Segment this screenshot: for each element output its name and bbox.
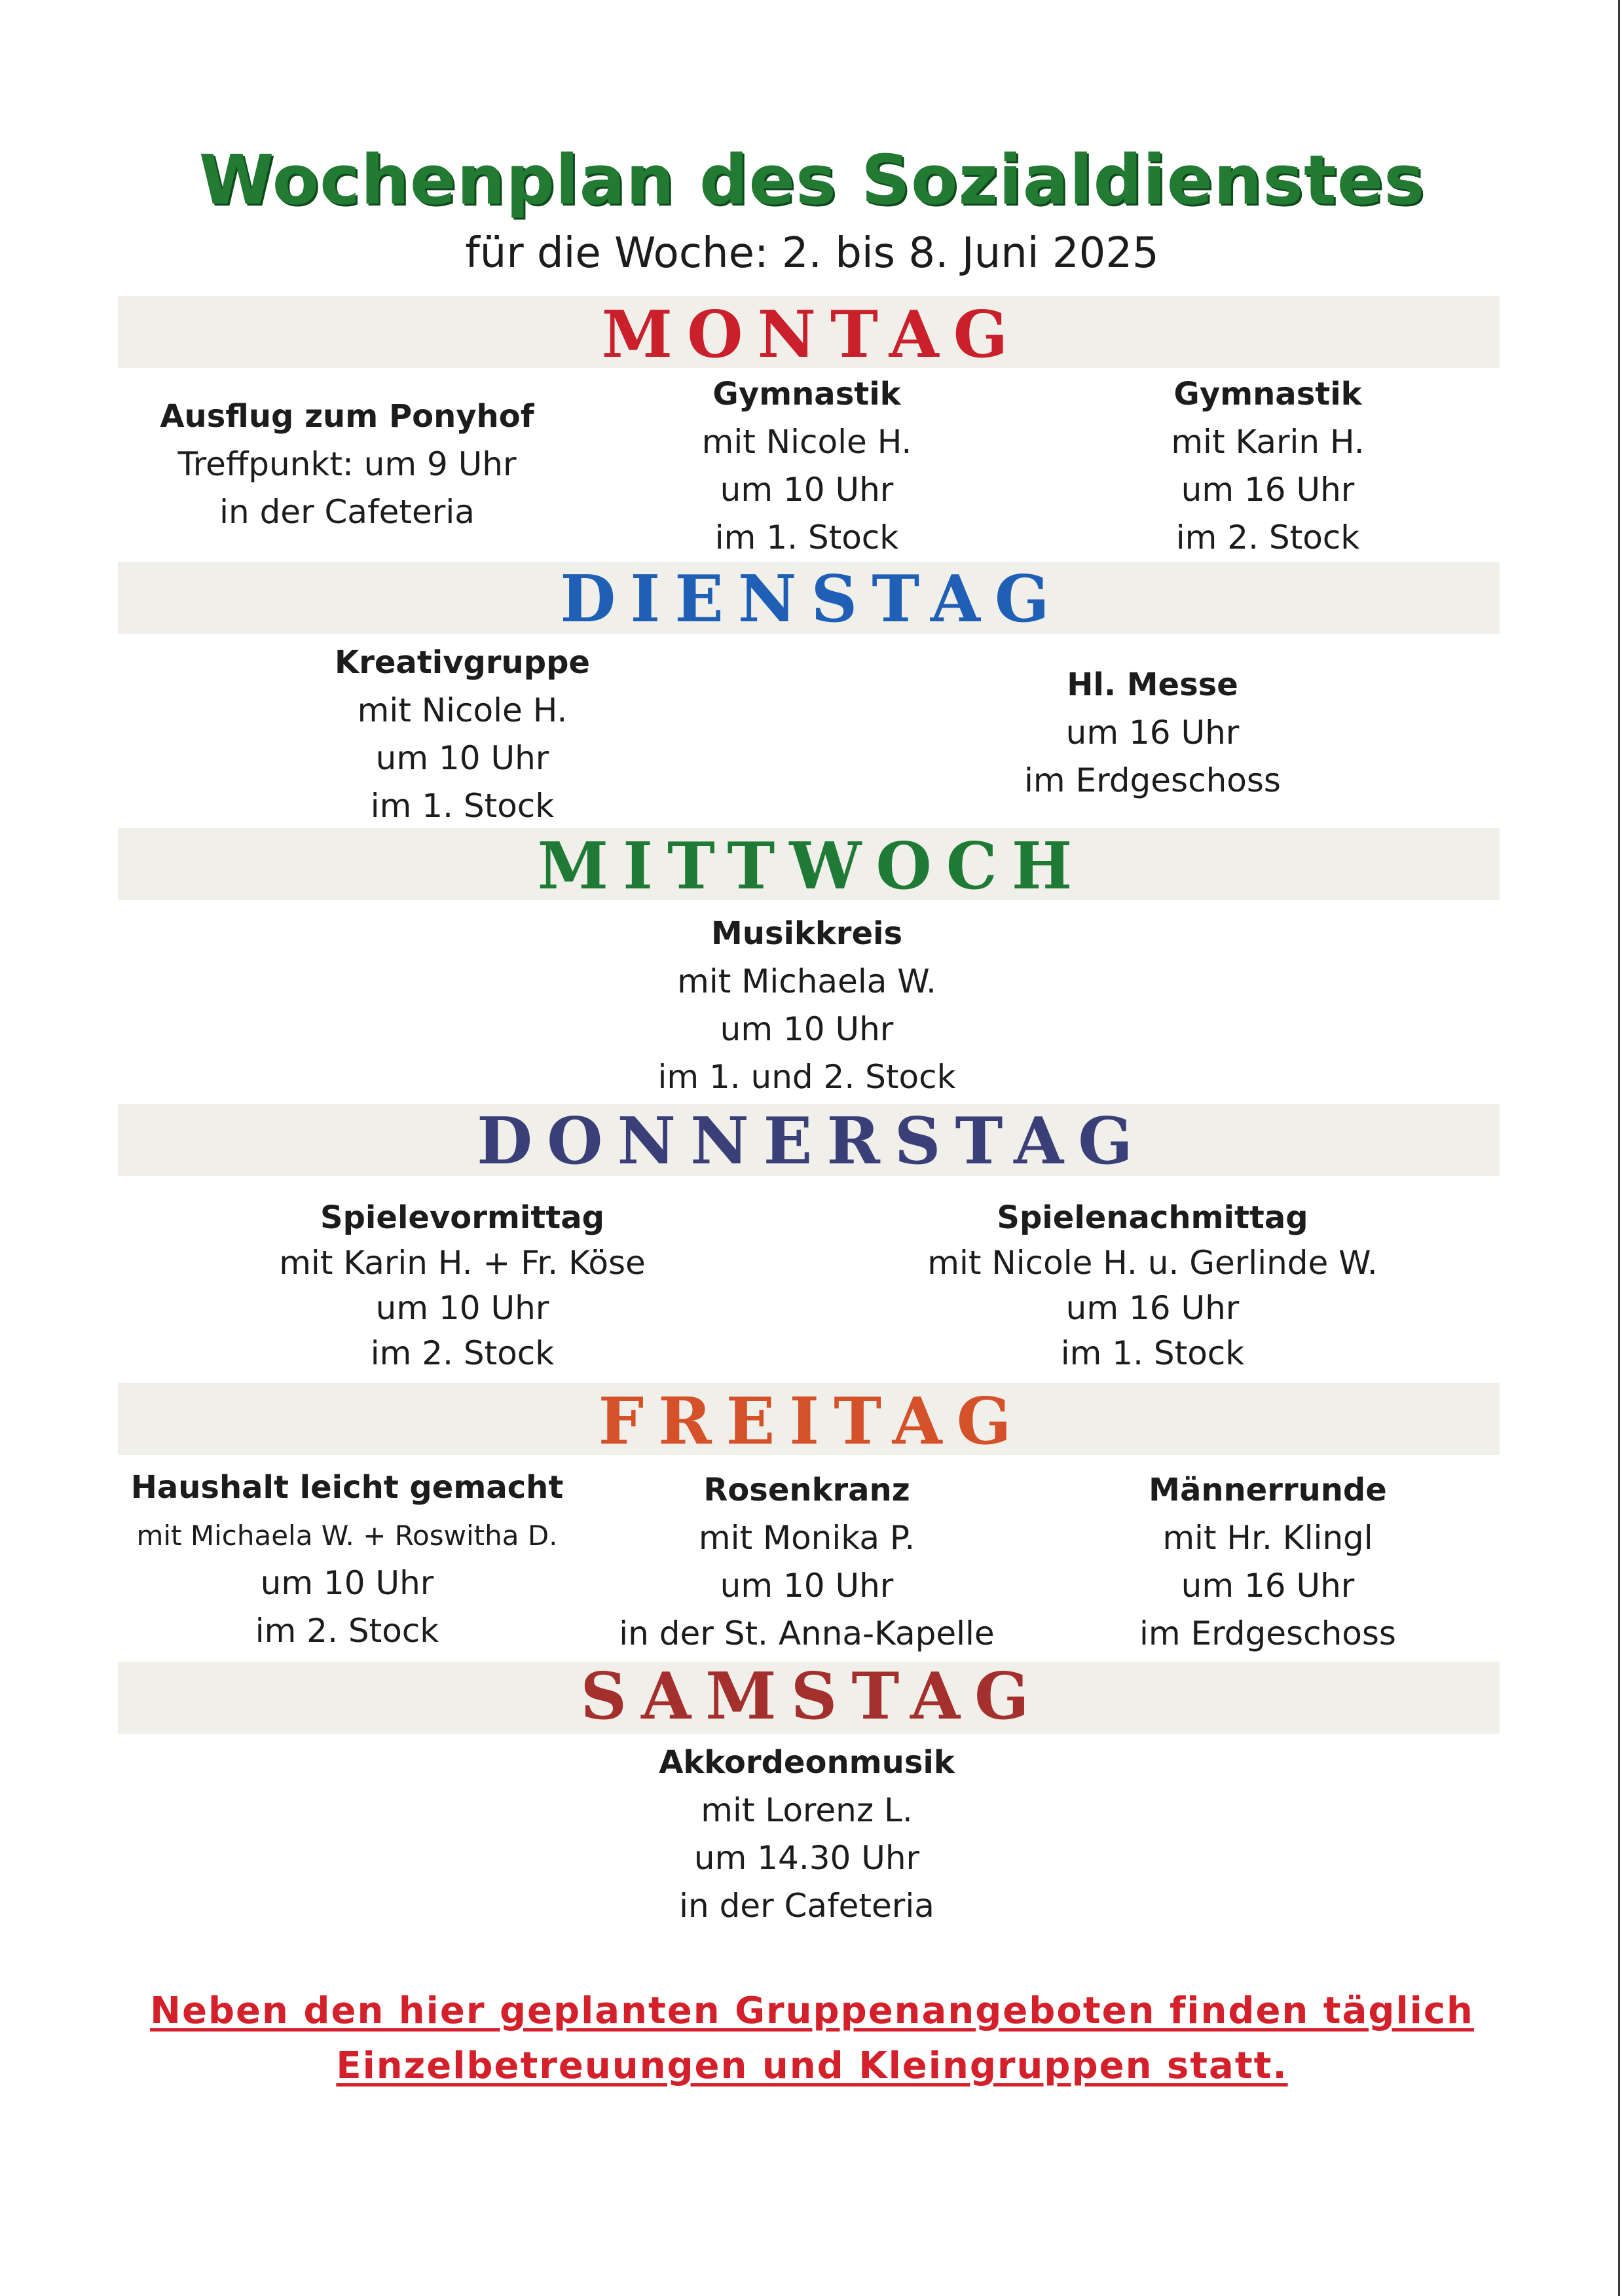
event-dienstag-1 [168, 639, 757, 830]
event-line: mit Nicole H. u. Gerlinde W. [927, 1244, 1378, 1282]
event-line: um 10 Uhr [260, 1564, 434, 1602]
event-line: um 10 Uhr [720, 1010, 894, 1048]
page-title: Wochenplan des Sozialdienstes [198, 140, 1426, 220]
event-donnerstag-1 [168, 1195, 757, 1376]
notice-line-1: Neben den hier geplanten Gruppenangeboten finden täglich [150, 1990, 1474, 2032]
event-title: Männerrunde [1149, 1472, 1387, 1508]
day-heading-freitag: FREITAG [598, 1384, 1026, 1459]
notice-text [0, 1984, 1624, 2094]
event-title: Hl. Messe [1067, 666, 1238, 703]
event-title: Gymnastik [1173, 376, 1362, 412]
event-line: mit Karin H. + Fr. Köse [279, 1244, 646, 1282]
event-line: im 1. Stock [370, 787, 555, 825]
event-line: mit Hr. Klingl [1162, 1519, 1373, 1557]
event-line: mit Nicole H. [701, 423, 912, 461]
event-donnerstag-2 [858, 1195, 1447, 1376]
event-line: mit Nicole H. [357, 691, 568, 729]
event-title: Spielevormittag [320, 1199, 604, 1236]
event-title: Musikkreis [710, 915, 903, 952]
event-mittwoch-1 [512, 910, 1101, 1101]
day-heading-montag: MONTAG [601, 297, 1023, 373]
day-heading-mittwoch: MITTWOCH [537, 829, 1087, 904]
event-line: um 10 Uhr [375, 1289, 549, 1327]
event-line: mit Karin H. [1171, 423, 1365, 461]
day-heading-samstag: SAMSTAG [580, 1659, 1044, 1734]
event-samstag-1 [512, 1739, 1101, 1930]
event-line: mit Lorenz L. [701, 1791, 913, 1829]
event-line: um 16 Uhr [1181, 471, 1355, 509]
event-line: um 16 Uhr [1065, 1289, 1240, 1327]
notice-line-2: Einzelbetreuungen und Kleingruppen statt. [336, 2045, 1288, 2087]
day-heading-donnerstag: DONNERSTAG [477, 1104, 1147, 1179]
event-dienstag-2 [858, 661, 1447, 805]
event-line: im 2. Stock [1175, 519, 1360, 556]
event-line: in der St. Anna-Kapelle [619, 1614, 995, 1652]
event-line: mit Michaela W. [677, 962, 936, 1000]
event-line: mit Monika P. [698, 1519, 915, 1557]
event-montag-3 [973, 371, 1562, 562]
event-title: Rosenkranz [703, 1472, 910, 1508]
event-line: Treffpunkt: um 9 Uhr [177, 445, 517, 483]
event-line: im Erdgeschoss [1139, 1614, 1396, 1652]
event-line: um 14.30 Uhr [693, 1839, 920, 1877]
event-line: in der Cafeteria [219, 493, 475, 531]
event-line: im 1. und 2. Stock [657, 1058, 956, 1096]
event-line: um 10 Uhr [375, 739, 549, 777]
event-line: im Erdgeschoss [1024, 761, 1281, 799]
event-line: um 16 Uhr [1065, 714, 1240, 752]
event-title: Akkordeonmusik [659, 1744, 955, 1781]
page-subtitle: für die Woche: 2. bis 8. Juni 2025 [465, 229, 1159, 278]
event-line: mit Michaela W. + Roswitha D. [136, 1520, 558, 1552]
event-line: im 2. Stock [370, 1334, 555, 1372]
event-line: im 1. Stock [1060, 1334, 1245, 1372]
event-line: im 2. Stock [255, 1612, 439, 1650]
event-line: um 10 Uhr [720, 471, 894, 509]
event-line: um 16 Uhr [1181, 1567, 1355, 1605]
event-title: Kreativgruppe [335, 644, 590, 681]
event-line: um 10 Uhr [720, 1567, 894, 1605]
event-line: im 1. Stock [714, 519, 899, 556]
event-line: in der Cafeteria [679, 1887, 934, 1925]
event-title: Haushalt leicht gemacht [130, 1469, 564, 1506]
day-heading-dienstag: DIENSTAG [560, 562, 1064, 637]
event-title: Gymnastik [712, 376, 901, 412]
event-freitag-3 [973, 1467, 1562, 1658]
event-title: Spielenachmittag [997, 1199, 1308, 1236]
event-title: Ausflug zum Ponyhof [160, 398, 534, 435]
